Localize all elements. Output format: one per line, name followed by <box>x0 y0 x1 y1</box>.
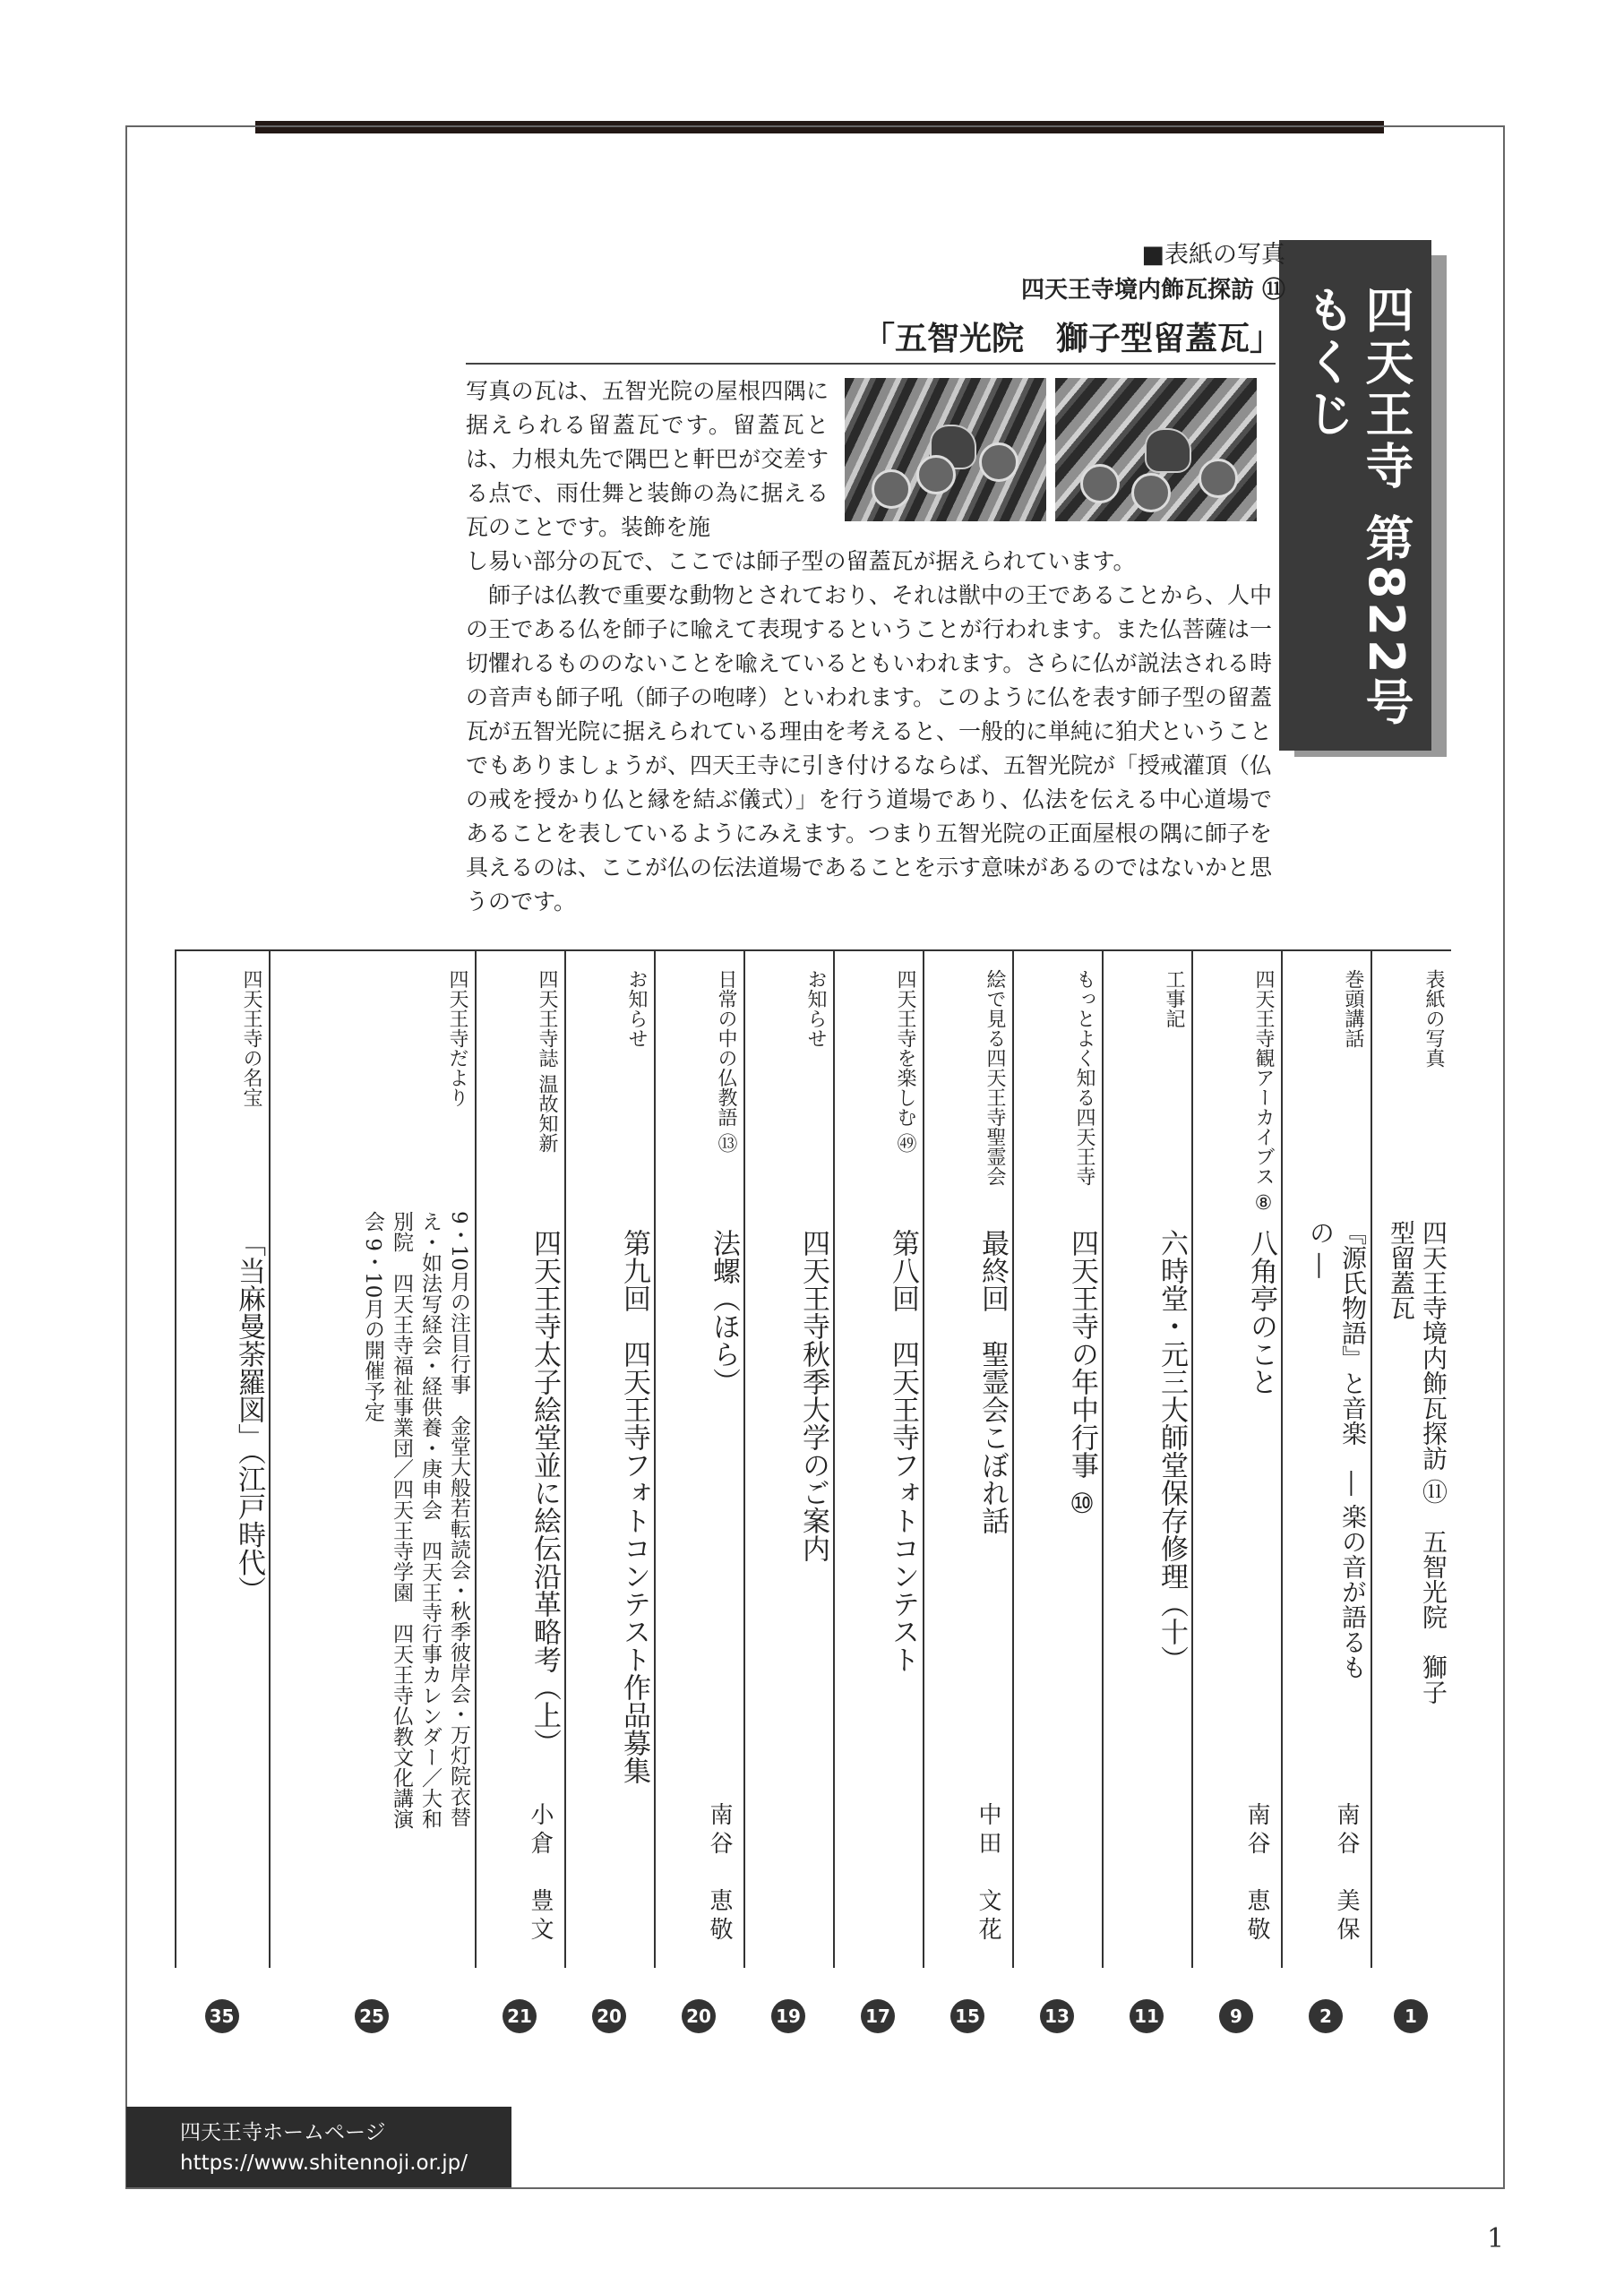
toc-entry[interactable] <box>1012 951 1104 1968</box>
cover-text-body: し易い部分の瓦で、ここでは師子型の留蓋瓦が据えられています。 師子は仏教で重要な動物とされており、それは獣中の王であることから、人中の王である仏を師子に喩えて表現するということが行われます。また仏菩薩は一切懼れるもののないことを喩えているともいわれます。さらに仏が説法される時の音声も師子吼（師子の咆哮）といわれます。このように仏を表す師子型の留蓋瓦が五智光院に据えられている理由を考えると、一般的に単純に狛犬ということでもありましょうが、四天王寺に引き付けるならば、五智光院が「授戒灌頂（仏の戒を授かり仏と縁を結ぶ儀式）」を行う道場であり、仏法を伝える中心道場であることを表しているようにみえます。つまり五智光院の正面屋根の隅に師子を具えるのは、ここが仏の伝法道場であることを示す意味があるのではないかと思うのです。 <box>466 548 1273 915</box>
toc-title: 『源氏物語』と音楽 ― 楽の音が語るもの ― <box>1306 1220 1368 1679</box>
cover-title: 「五智光院 獅子型留蓋瓦」 <box>862 321 1282 357</box>
toc-category: 四天王寺観アーカイブス ⑧ <box>1252 969 1275 1215</box>
toc-title: 法螺（ほら） <box>708 1229 740 1396</box>
cover-text-intro: 写真の瓦は、五智光院の屋根四隅に据えられる留蓋瓦です。留蓋瓦とは、力根丸先で隅巴と軒巴が交差する点で、雨仕舞と装飾の為に据える瓦のことです。装飾を施 <box>466 378 829 540</box>
toc-author: 南谷 恵敬 <box>706 1802 733 1945</box>
toc-entry[interactable] <box>654 951 745 1968</box>
masthead-title: 四天王寺 第822号 <box>1358 285 1414 729</box>
toc-entry[interactable] <box>743 951 835 1968</box>
toc-entry[interactable] <box>923 951 1014 1968</box>
toc-entry[interactable] <box>564 951 656 1968</box>
toc-category: お知らせ <box>804 969 827 1048</box>
round-tile <box>1080 464 1120 503</box>
toc-category: 工事記 <box>1163 969 1185 1028</box>
toc-author: 南谷 恵敬 <box>1243 1802 1270 1945</box>
toc-page-number: 9 <box>1219 1999 1253 2033</box>
toc-category: 巻頭講話 <box>1342 969 1364 1048</box>
round-tile <box>872 469 911 509</box>
toc-entry[interactable] <box>175 951 271 1968</box>
toc-entry[interactable] <box>1281 951 1372 1968</box>
homepage-link[interactable]: https://www.shitennoji.or.jp/ <box>180 2151 468 2175</box>
toc-entry[interactable] <box>269 951 477 1968</box>
toc-page-number: 20 <box>592 1999 626 2033</box>
toc-entry[interactable] <box>1371 951 1453 1968</box>
toc-author: 小倉 豊文 <box>527 1802 554 1945</box>
toc-page-number: 15 <box>950 1999 984 2033</box>
toc-title: 八角亭のこと <box>1245 1229 1277 1396</box>
round-tile <box>916 455 956 494</box>
toc-entry[interactable] <box>1191 951 1283 1968</box>
toc-category: 絵で見る四天王寺聖霊会 <box>984 969 1006 1186</box>
roof-tile-photo-left <box>845 378 1046 521</box>
toc-title: 「当麻曼荼羅図」（江戸時代） <box>233 1229 265 1604</box>
masthead-subtitle: もくじ <box>1299 285 1355 441</box>
toc-category: 四天王寺誌 温故知新 <box>536 969 558 1153</box>
toc-category: お知らせ <box>625 969 648 1048</box>
page-number: 1 <box>1487 2223 1505 2254</box>
toc-author: 中田 文花 <box>975 1802 1001 1945</box>
toc-category: 四天王寺の名宝 <box>240 969 262 1107</box>
round-tile <box>1131 473 1171 512</box>
cover-divider <box>466 363 1276 365</box>
toc-page-number: 20 <box>682 1999 716 2033</box>
toc-title: 最終回 聖霊会こぼれ話 <box>976 1229 1009 1534</box>
toc-entry[interactable] <box>1102 951 1193 1968</box>
round-tile <box>979 442 1018 482</box>
toc-category: 四天王寺を楽しむ ㊾ <box>894 969 916 1153</box>
toc-category: 四天王寺だより <box>446 969 468 1107</box>
toc-page-number: 2 <box>1309 1999 1343 2033</box>
round-tile <box>1199 459 1238 498</box>
cover-series: 四天王寺境内飾瓦探訪 ⑪ <box>1020 277 1285 304</box>
toc-title: 六時堂・元三大師堂保存修理（十） <box>1156 1229 1188 1673</box>
toc-title: 四天王寺太子絵堂並に絵伝沿革略考（上） <box>528 1229 561 1756</box>
toc-category: 表紙の写真 <box>1422 969 1445 1068</box>
toc-category: 日常の中の仏教語 ⑬ <box>715 969 737 1153</box>
toc-author: 南谷 美保 <box>1333 1802 1360 1945</box>
toc-page-number: 11 <box>1130 1999 1164 2033</box>
toc-page-number: 25 <box>355 1999 389 2033</box>
toc-page-number: 19 <box>771 1999 805 2033</box>
masthead <box>1279 240 1431 751</box>
toc-title: 第八回 四天王寺フォトコンテスト <box>887 1229 919 1673</box>
toc-title: 四天王寺の年中行事 ⑩ <box>1066 1229 1098 1520</box>
homepage-label: 四天王寺ホームページ <box>180 2121 386 2144</box>
toc-page-number: 21 <box>503 1999 537 2033</box>
homepage-box <box>126 2107 511 2187</box>
roof-tile-photo-right <box>1055 378 1257 521</box>
toc-page-number: 17 <box>861 1999 895 2033</box>
toc-title: 四天王寺境内飾瓦探訪 ⑪ 五智光院 獅子型留蓋瓦 <box>1387 1220 1448 1705</box>
toc-title: 四天王寺秋季大学のご案内 <box>797 1229 829 1562</box>
toc-title: 第九回 四天王寺フォトコンテスト作品募集 <box>618 1229 650 1784</box>
toc-category: もっとよく知る四天王寺 <box>1073 969 1096 1186</box>
lion-tile-figure <box>1145 428 1191 473</box>
toc-page-number: 1 <box>1394 1999 1428 2033</box>
toc-entry[interactable] <box>833 951 924 1968</box>
toc-page-number: 35 <box>205 1999 239 2033</box>
toc-entry[interactable] <box>475 951 566 1968</box>
cover-label: ■表紙の写真 <box>1141 241 1285 269</box>
toc-page-number: 13 <box>1040 1999 1074 2033</box>
toc-title: 9・10月の注目行事 金堂大般若転読会・秋季彼岸会・万灯院衣替え・如法写経会・経供養・庚申会 四天王寺行事カレンダー／大和別院 四天王寺福祉事業団／四天王寺学園 四天王寺仏教文化講演会 9・10月の開催予定 <box>361 1211 470 1829</box>
